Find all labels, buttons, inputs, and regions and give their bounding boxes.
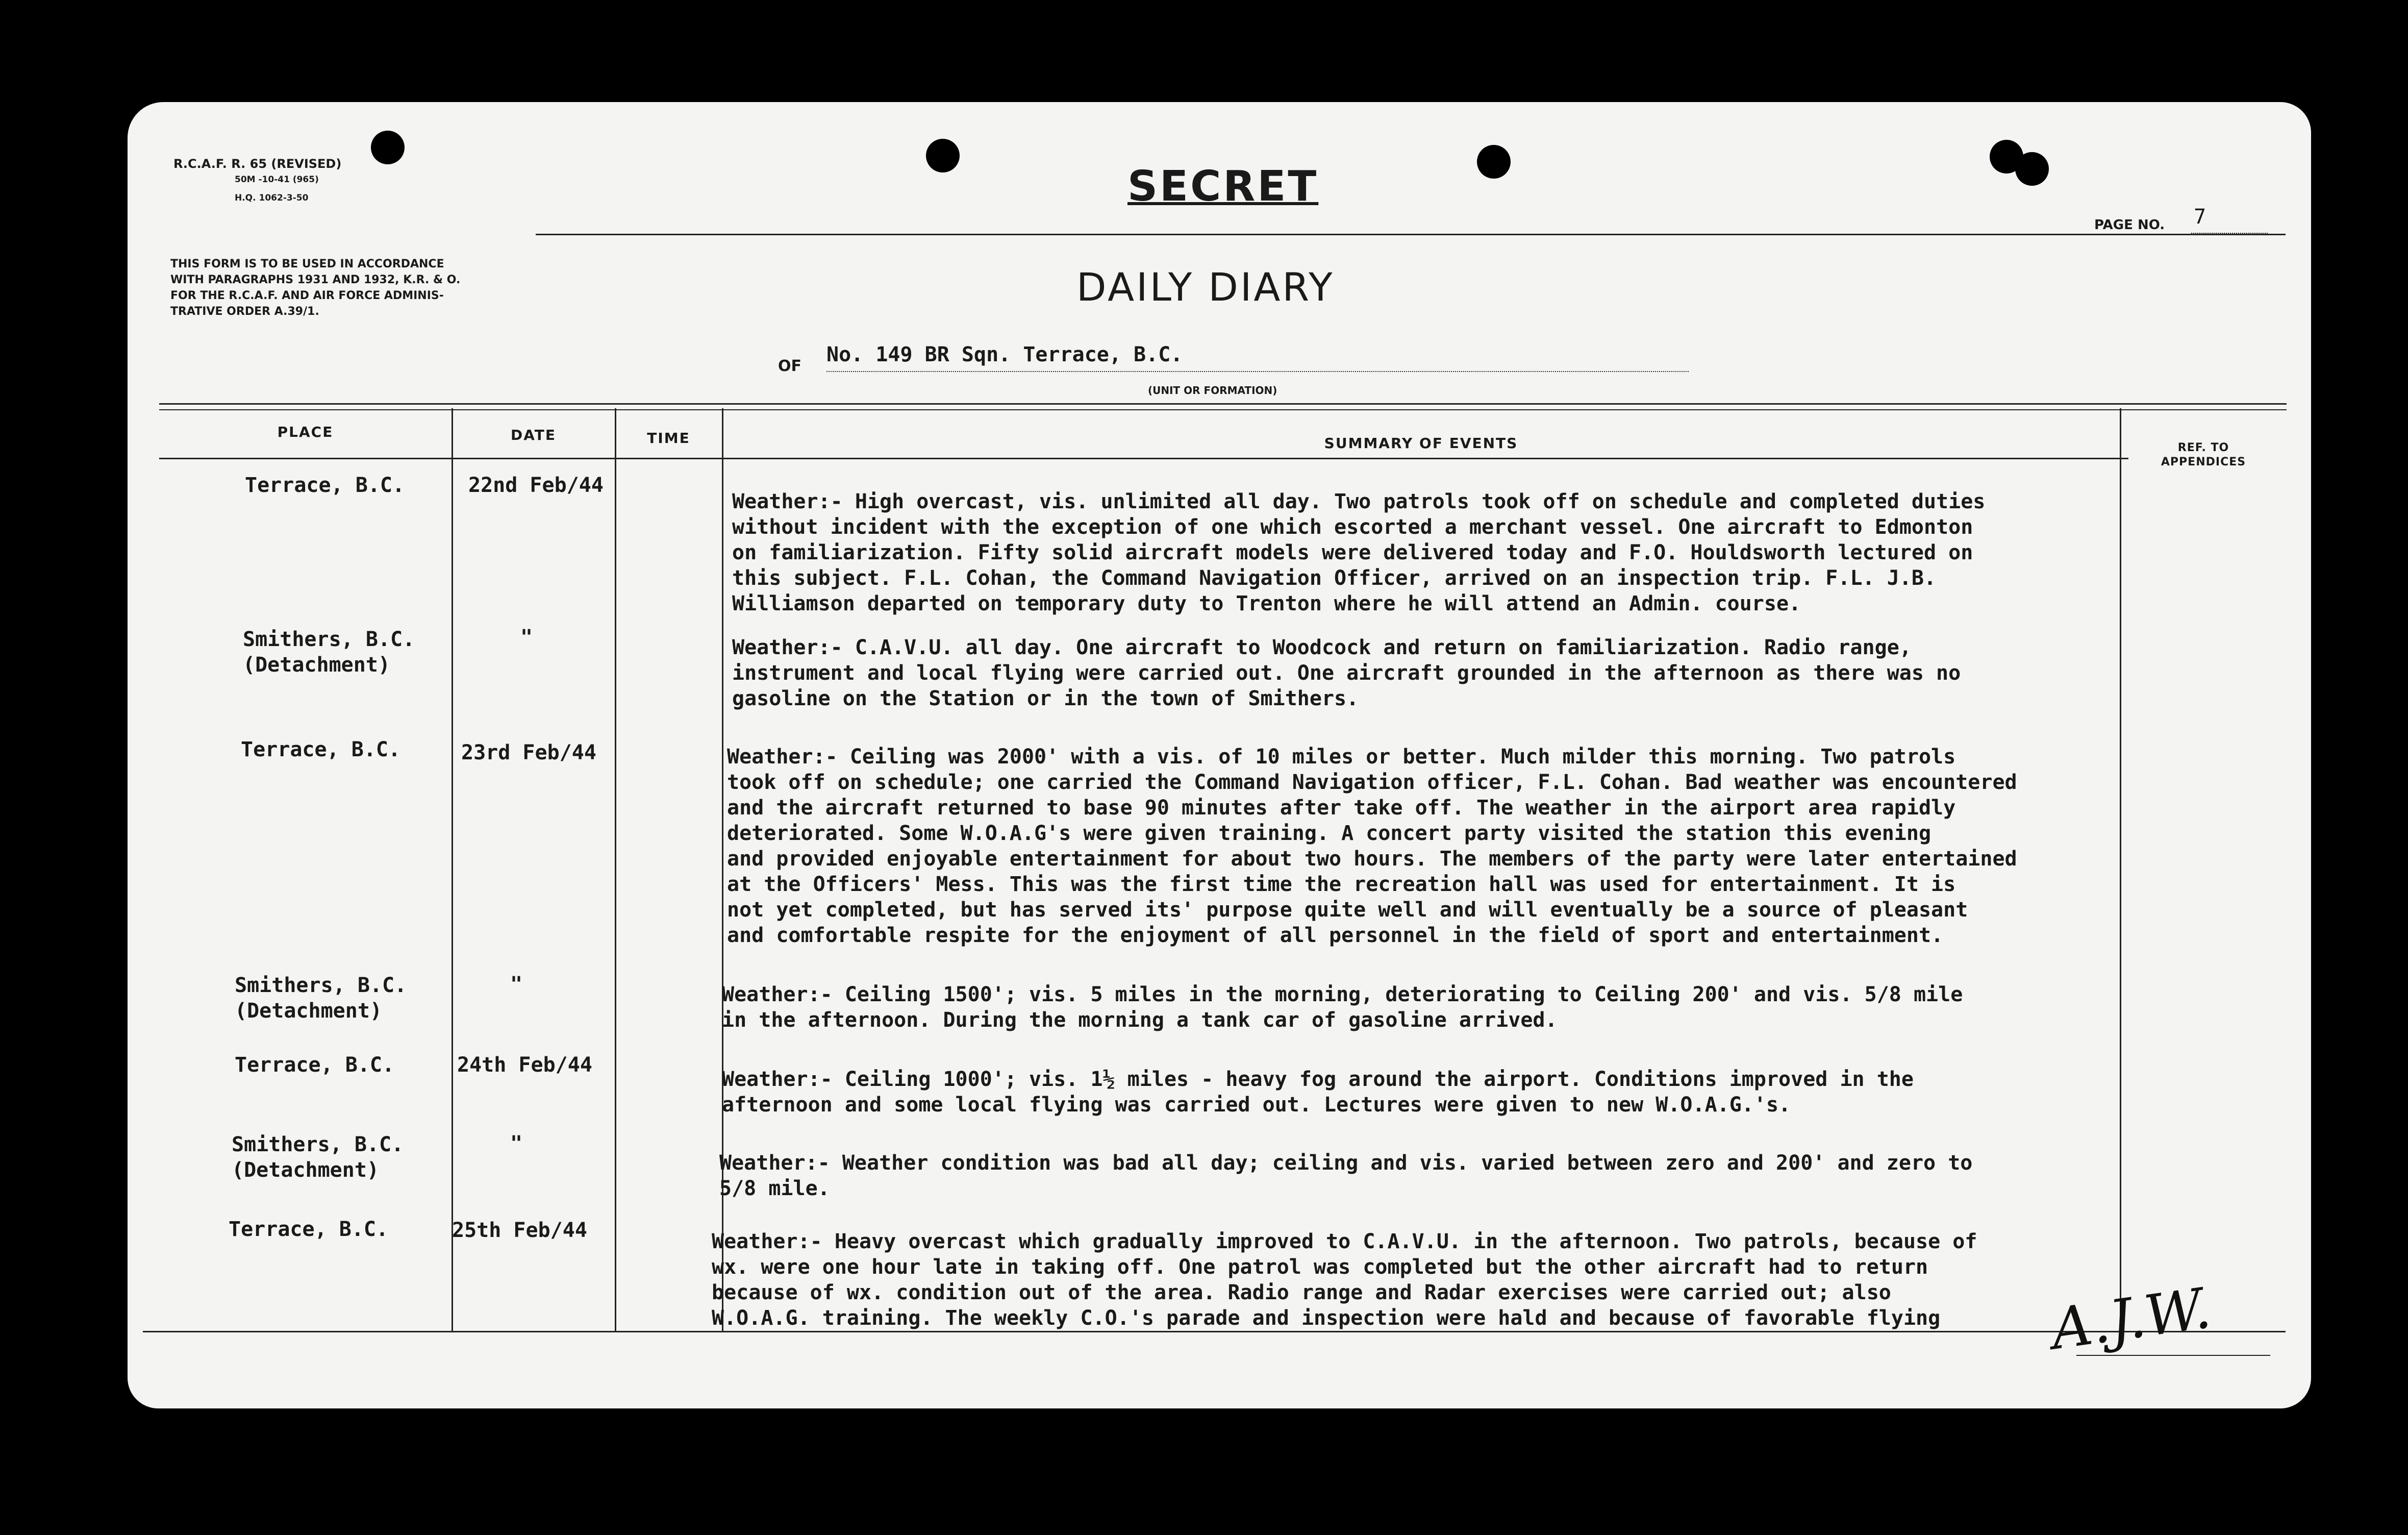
entry-place: [232, 1132, 404, 1183]
unit-name: No. 149 BR Sqn. Terrace, B.C.: [826, 343, 1183, 366]
instruction-line: FOR THE R.C.A.F. AND AIR FORCE ADMINIS-: [170, 289, 444, 302]
column-header-place: PLACE: [277, 424, 334, 440]
classification-label: SECRET: [1127, 162, 1319, 211]
ref-header-line: REF. TO: [2177, 441, 2229, 454]
print-code: 50M -10-41 (965): [235, 175, 319, 185]
summary-line: Weather:- Ceiling was 2000' with a vis. of 10 miles or better. Much milder this morning. Two patrols: [727, 745, 1956, 769]
summary-line: and provided enjoyable entertainment for about two hours. The members of the party were later entertained: [727, 847, 2017, 871]
summary-line: Weather:- High overcast, vis. unlimited all day. Two patrols took off on schedule and completed duties: [732, 490, 1986, 513]
column-header-rule: [159, 458, 2128, 459]
table-top-rule: [159, 403, 2287, 405]
entry-date: ": [510, 1132, 523, 1155]
table-bottom-rule: [143, 1331, 2286, 1332]
entry-summary: [732, 635, 1961, 711]
form-number: R.C.A.F. R. 65 (REVISED): [173, 157, 342, 171]
punch-hole: [926, 139, 960, 172]
summary-line: not yet completed, but has served its' purpose quite well and will eventually be a source of pleasant: [727, 898, 1968, 922]
print-code: H.Q. 1062-3-50: [235, 193, 309, 203]
summary-line: took off on schedule; one carried the Command Navigation officer, F.L. Cohan. Bad weather was encountered: [727, 771, 2017, 794]
entry-place: Terrace, B.C.: [235, 1053, 395, 1077]
column-header-date: DATE: [511, 427, 556, 443]
punch-hole: [2015, 152, 2049, 186]
summary-line: instrument and local flying were carried out. One aircraft grounded in the afternoon as there was no: [732, 661, 1961, 685]
entry-summary: [722, 982, 1963, 1033]
summary-line: wx. were one hour late in taking off. One patrol was completed but the other aircraft had to return: [712, 1255, 1928, 1279]
entry-place: Terrace, B.C.: [241, 738, 401, 761]
summary-line: this subject. F.L. Cohan, the Command Navigation Officer, arrived on an inspection trip. F.L. J.B.: [732, 566, 1937, 590]
place-line: (Detachment): [243, 653, 390, 677]
entry-place: Terrace, B.C.: [229, 1218, 389, 1241]
page-number: 7: [2194, 205, 2206, 229]
table-top-rule: [159, 409, 2287, 410]
column-divider: [451, 408, 453, 1331]
page-title: DAILY DIARY: [1076, 264, 1335, 310]
entry-date: 22nd Feb/44: [468, 474, 604, 497]
instruction-line: WITH PARAGRAPHS 1931 AND 1932, K.R. & O.: [170, 274, 461, 286]
column-header-time: TIME: [647, 430, 690, 447]
entry-place: [235, 973, 407, 1024]
summary-line: and comfortable respite for the enjoyment of all personnel in the field of sport and entertainment.: [727, 924, 1944, 947]
place-line: Smithers, B.C.: [235, 974, 407, 997]
entry-date: ": [520, 626, 533, 649]
summary-line: on familiarization. Fifty solid aircraft models were delivered today and F.O. Houldsworth lectured on: [732, 541, 1973, 564]
place-line: Smithers, B.C.: [243, 628, 415, 651]
summary-line: without incident with the exception of one which escorted a merchant vessel. One aircraft to Edmonton: [732, 515, 1973, 539]
summary-line: Weather:- Ceiling 1000'; vis. 1½ miles - heavy fog around the airport. Conditions improved in the: [722, 1068, 1914, 1091]
of-label: OF: [778, 357, 801, 375]
summary-line: because of wx. condition out of the area. Radio range and Radar exercises were carried out; also: [712, 1281, 1891, 1304]
instruction-line: TRATIVE ORDER A.39/1.: [170, 305, 319, 318]
summary-line: Williamson departed on temporary duty to Trenton where he will attend an Admin. course.: [732, 592, 1801, 615]
place-line: (Detachment): [235, 999, 382, 1023]
unit-underline: [826, 371, 1689, 372]
place-line: Smithers, B.C.: [232, 1133, 404, 1156]
instruction-line: THIS FORM IS TO BE USED IN ACCORDANCE: [170, 258, 444, 270]
punch-hole: [1477, 145, 1511, 179]
summary-line: afternoon and some local flying was carried out. Lectures were given to new W.O.A.G.'s.: [722, 1093, 1791, 1117]
entry-summary: [722, 1067, 1914, 1118]
place-line: (Detachment): [232, 1158, 379, 1182]
entry-summary: [732, 489, 1985, 616]
entry-summary: [719, 1150, 1972, 1201]
column-header-summary: SUMMARY OF EVENTS: [1324, 435, 1518, 452]
form-instructions: [170, 256, 460, 319]
summary-line: and the aircraft returned to base 90 minutes after take off. The weather in the airport area rapidly: [727, 796, 1956, 820]
entry-date: 25th Feb/44: [452, 1219, 587, 1242]
header-rule: [536, 234, 2286, 235]
summary-line: in the afternoon. During the morning a tank car of gasoline arrived.: [722, 1008, 1558, 1032]
summary-line: deteriorated. Some W.O.A.G's were given training. A concert party visited the station this evening: [727, 822, 1932, 845]
entry-place: [243, 627, 415, 678]
entry-summary: [712, 1229, 1977, 1331]
entry-date: 23rd Feb/44: [461, 741, 596, 764]
summary-line: 5/8 mile.: [719, 1177, 830, 1200]
diary-page: [128, 102, 2311, 1408]
entry-date: ": [510, 973, 523, 996]
entry-place: Terrace, B.C.: [245, 474, 405, 497]
page-number-label: PAGE NO.: [2094, 217, 2165, 233]
summary-line: Weather:- Weather condition was bad all day; ceiling and vis. varied between zero and 200' and zero to: [719, 1151, 1973, 1175]
summary-line: at the Officers' Mess. This was the first time the recreation hall was used for entertainment. It is: [727, 873, 1956, 896]
summary-line: gasoline on the Station or in the town of Smithers.: [732, 687, 1359, 710]
summary-line: Weather:- Ceiling 1500'; vis. 5 miles in the morning, deteriorating to Ceiling 200' and vis. 5/8 mile: [722, 983, 1963, 1006]
unit-caption: (UNIT OR FORMATION): [1148, 384, 1277, 397]
column-divider: [2120, 408, 2121, 1331]
punch-hole: [371, 131, 405, 164]
ref-header-line: APPENDICES: [2161, 456, 2246, 468]
column-header-ref: [2120, 441, 2287, 469]
summary-line: Weather:- C.A.V.U. all day. One aircraft to Woodcock and return on familiarization. Radio range,: [732, 636, 1912, 659]
column-divider: [615, 408, 616, 1331]
entry-summary: [727, 744, 2017, 948]
handwritten-initials: A.J.W.: [2047, 1275, 2215, 1363]
summary-line: W.O.A.G. training. The weekly C.O.'s parade and inspection were hald and because of favorable flying: [712, 1306, 1941, 1330]
summary-line: Weather:- Heavy overcast which gradually improved to C.A.V.U. in the afternoon. Two patrols, because of: [712, 1230, 1977, 1253]
entry-date: 24th Feb/44: [457, 1053, 592, 1077]
